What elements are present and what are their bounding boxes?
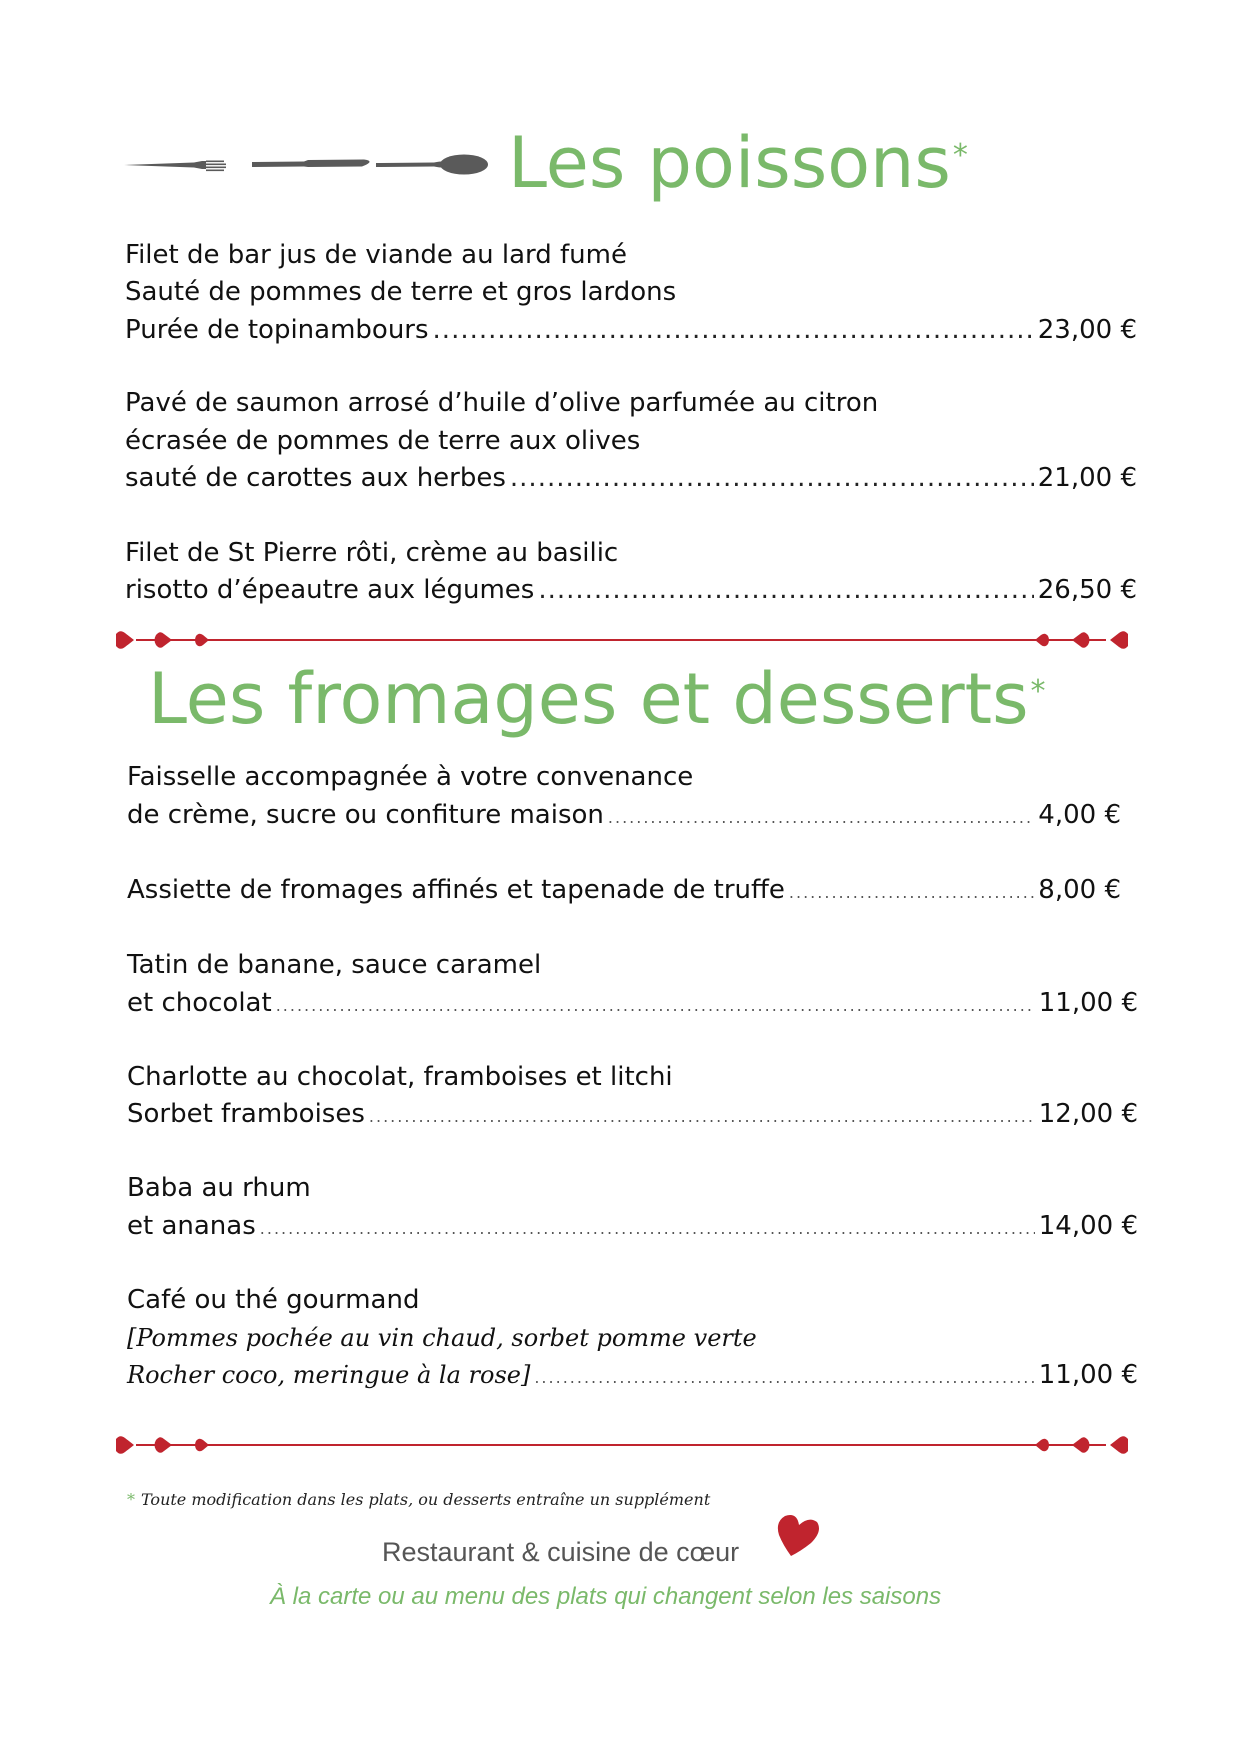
menu-line: Filet de bar jus de viande au lard fumé xyxy=(125,240,627,270)
fork-icon xyxy=(124,161,226,172)
menu-price: 14,00 € xyxy=(1038,1211,1138,1241)
leader-dots xyxy=(369,1102,1035,1132)
menu-line: sauté de carottes aux herbes xyxy=(125,463,506,493)
asterisk: * xyxy=(1030,674,1046,709)
heart-icon xyxy=(195,634,209,647)
heart-logo-icon xyxy=(775,1513,821,1557)
menu-price: 11,00 € xyxy=(1038,988,1138,1018)
heart-icon xyxy=(116,1436,134,1454)
section-title-desserts-text: Les fromages et desserts xyxy=(148,658,1029,740)
menu-item-row xyxy=(125,315,1137,345)
heart-icon xyxy=(1035,1439,1049,1452)
menu-line: et chocolat xyxy=(127,988,272,1018)
menu-line: risotto d’épeautre aux légumes xyxy=(125,575,535,605)
menu-line: écrasée de pommes de terre aux olives xyxy=(125,426,641,456)
menu-line: Filet de St Pierre rôti, crème au basilic xyxy=(125,538,619,568)
restaurant-brand: Restaurant & cuisine de cœur xyxy=(382,1537,740,1567)
footnote xyxy=(127,1490,710,1509)
menu-price: 11,00 € xyxy=(1038,1360,1138,1390)
menu-line: Sauté de pommes de terre et gros lardons xyxy=(125,277,677,307)
section-title-desserts xyxy=(148,652,1046,739)
leader-dots xyxy=(276,991,1035,1021)
heart-divider xyxy=(116,1430,1128,1460)
menu-line: Café ou thé gourmand xyxy=(127,1285,420,1315)
tagline: À la carte ou au menu des plats qui changent selon les saisons xyxy=(270,1583,942,1610)
section-title-fish-text: Les poissons xyxy=(508,122,951,204)
menu-price: 26,50 € xyxy=(1037,575,1137,605)
menu-line: Assiette de fromages affinés et tapenade de truffe xyxy=(127,875,785,905)
menu-line: Charlotte au chocolat, framboises et litchi xyxy=(127,1062,673,1092)
heart-icon xyxy=(155,632,173,648)
asterisk: * xyxy=(127,1490,135,1509)
menu-price: 23,00 € xyxy=(1037,315,1137,345)
menu-item-row xyxy=(127,800,1121,833)
menu-item-row xyxy=(127,988,1138,1021)
menu-line: Purée de topinambours xyxy=(125,315,429,345)
menu-item-row xyxy=(125,575,1137,605)
leader-dots xyxy=(538,575,1033,605)
menu-price: 8,00 € xyxy=(1038,875,1121,905)
menu-line: [Pommes pochée au vin chaud, sorbet pomme verte xyxy=(127,1324,757,1352)
section-title-fish xyxy=(508,116,968,203)
menu-item-row xyxy=(127,875,1121,908)
leader-dots xyxy=(789,878,1034,908)
menu-line: Faisselle accompagnée à votre convenance xyxy=(127,762,694,792)
heart-icon xyxy=(195,1439,209,1452)
knife-icon xyxy=(252,160,370,168)
menu-price: 4,00 € xyxy=(1038,800,1121,830)
leader-dots xyxy=(260,1214,1035,1244)
leader-dots xyxy=(510,463,1034,493)
heart-icon xyxy=(1072,1437,1090,1453)
menu-line: et ananas xyxy=(127,1211,256,1241)
heart-divider xyxy=(116,625,1128,655)
heart-icon xyxy=(1035,634,1049,647)
heart-icon xyxy=(155,1437,173,1453)
menu-item-row xyxy=(127,1099,1138,1132)
heart-icon xyxy=(1110,1436,1128,1454)
footnote-text: Toute modification dans les plats, ou desserts entraîne un supplément xyxy=(141,1490,711,1509)
menu-line: de crème, sucre ou confiture maison xyxy=(127,800,604,830)
menu-item-row xyxy=(127,1360,1138,1393)
menu-price: 12,00 € xyxy=(1038,1099,1138,1129)
cutlery-icon xyxy=(124,150,494,180)
spoon-icon xyxy=(376,155,488,175)
menu-line: Pavé de saumon arrosé d’huile d’olive parfumée au citron xyxy=(125,388,879,418)
heart-icon xyxy=(1110,631,1128,649)
menu-line: Rocher coco, meringue à la rose] xyxy=(127,1361,531,1389)
menu-line: Tatin de banane, sauce caramel xyxy=(127,950,542,980)
menu-item-row xyxy=(125,463,1137,493)
leader-dots xyxy=(433,315,1034,345)
menu-line: Baba au rhum xyxy=(127,1173,311,1203)
heart-icon xyxy=(116,631,134,649)
leader-dots xyxy=(534,1363,1034,1393)
leader-dots xyxy=(608,803,1034,833)
menu-line: Sorbet framboises xyxy=(127,1099,365,1129)
menu-price: 21,00 € xyxy=(1037,463,1137,493)
heart-icon xyxy=(1072,632,1090,648)
asterisk: * xyxy=(952,138,968,173)
menu-item-row xyxy=(127,1211,1138,1244)
